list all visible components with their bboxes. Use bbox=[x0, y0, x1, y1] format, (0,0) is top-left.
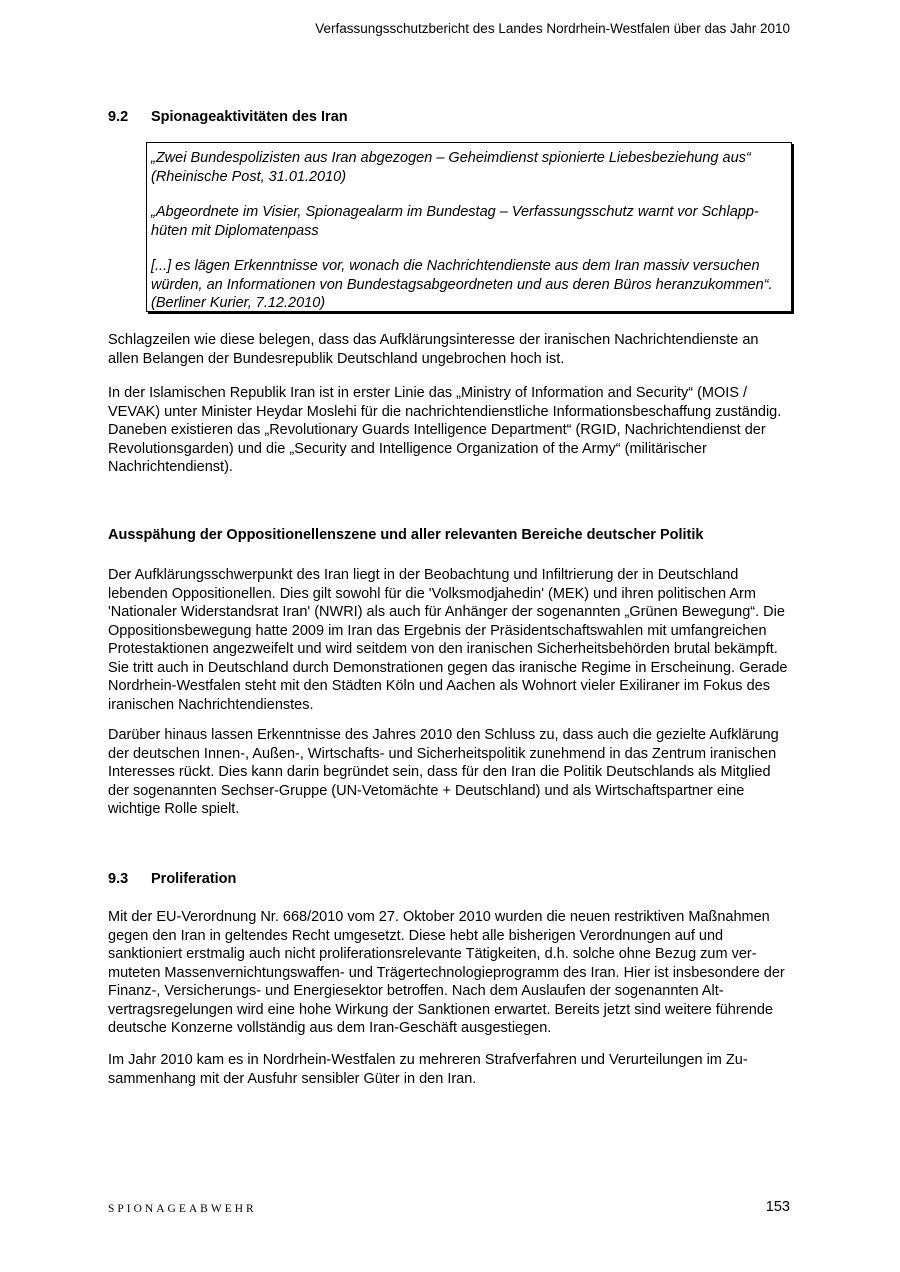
paragraph-criminal-proceedings: Im Jahr 2010 kam es in Nordrhein-Westfalen zu mehreren Strafverfahren und Verurteilungen im Zusammenhang mit der Ausfuhr sensibler Güter in den Iran. bbox=[108, 1052, 748, 1087]
section-title: Spionageaktivitäten des Iran bbox=[151, 109, 348, 125]
quote-2: „Abgeordnete im Visier, Spionagealarm im Bundestag – Verfassungsschutz warnt vor Schlapphüten mit Diplomatenpass bbox=[151, 204, 759, 239]
paragraph-politics: Darüber hinaus lassen Erkenntnisse des Jahres 2010 den Schluss zu, dass auch die gezielte Aufklärung der deutschen Innen-, Außen-, Wirtschafts- und Sicherheitspolitik zunehmend in das Zentrum iranischen Interesses rückt. Dies kann darin begründet sein, dass für den Iran die Politik Deutschlands als Mitglied der sogenannten Sechser-Gruppe (UN-Vetomächte + Deutschland) und als Wirtschaftspartner eine wichtige Rolle spielt. bbox=[108, 727, 779, 817]
section-number: 9.2 bbox=[108, 109, 129, 125]
section-heading-9-2 bbox=[108, 109, 348, 125]
section-title: Proliferation bbox=[151, 871, 237, 887]
paragraph-eu-regulation: Mit der EU-Verordnung Nr. 668/2010 vom 27. Oktober 2010 wurden die neuen restriktiven Maßnahmen gegen den Iran in geltendes Recht umgesetzt. Diese hebt alle bisherigen Verordnungen auf und sanktioniert erstmalig auch nicht proliferationsrelevante Tätigkeiten, d.h. solche ohne Bezug zum vermuteten Massenvernichtungswaffen- und Trägertechnologieprogramm des Iran. Hier ist insbesondere der Finanz-, Versicherungs- und Energiesektor betroffen. Nach dem Auslaufen der sogenannten Altvertragsregelungen wird eine hohe Wirkung der Sanktionen erwartet. Bereits jetzt sind weitere führende deutsche Konzerne vollständig aus dem Iran-Geschäft ausgestiegen. bbox=[108, 909, 785, 1036]
footer-section-label: SPIONAGEABWEHR bbox=[108, 1203, 257, 1215]
subsection-heading: Ausspähung der Oppositionellenszene und aller relevanten Bereiche deutscher Politik bbox=[108, 527, 704, 543]
page-number: 153 bbox=[765, 1199, 790, 1215]
quote-box bbox=[146, 142, 792, 312]
quote-3: [...] es lägen Erkenntnisse vor, wonach die Nachrichtendienste aus dem Iran massiv versuchen würden, an Informationen von Bundestagsabgeordneten und aus deren Büros heranzukommen“. (Berliner Kurier, 7.12.2010) bbox=[151, 258, 773, 311]
running-header: Verfassungsschutzbericht des Landes Nordrhein-Westfalen über das Jahr 2010 bbox=[315, 21, 790, 36]
paragraph-mois: In der Islamischen Republik Iran ist in erster Linie das „Ministry of Information and Security“ (MOIS / VEVAK) unter Minister Heydar Moslehi für die nachrichtendienstliche Informationsbeschaffung zuständig. Daneben existieren das „Revolutionary Guards Intelligence Department“ (RGID, Nachrichtendienst der Revolutionsgarden) und die „Security and Intelligence Organization of the Army“ (militärischer Nachrichtendienst). bbox=[108, 385, 782, 475]
section-number: 9.3 bbox=[108, 871, 129, 887]
paragraph-headlines: Schlagzeilen wie diese belegen, dass das Aufklärungsinteresse der iranischen Nachrichtendienste an allen Belangen der Bundesrepublik Deutschland ungebrochen hoch ist. bbox=[108, 332, 759, 367]
paragraph-opposition: Der Aufklärungsschwerpunkt des Iran liegt in der Beobachtung und Infiltrierung der in Deutschland lebenden Oppositionellen. Dies gilt sowohl für die 'Volksmodjahedin' (MEK) und ihren politischen Arm 'Nationaler Widerstandsrat Iran' (NWRI) als auch für Anhänger der sogenannten „Grünen Bewegung“. Die Oppositionsbewegung hatte 2009 im Iran das Ergebnis der Präsidentschaftswahlen mit umfangreichen Protestaktionen angezweifelt und wird seitdem von den iranischen Sicherheitsbehörden brutal bekämpft. Sie tritt auch in Deutschland durch Demonstrationen gegen das iranische Regime in Erscheinung. Gerade Nordrhein-Westfalen steht mit den Städten Köln und Aachen als Wohnort vieler Exiliraner im Fokus des iranischen Nachrichtendienstes. bbox=[108, 567, 788, 713]
section-heading-9-3 bbox=[108, 871, 236, 887]
quote-1: „Zwei Bundespolizisten aus Iran abgezogen – Geheimdienst spionierte Liebesbeziehung aus“ (Rheinische Post, 31.01.2010) bbox=[151, 150, 751, 185]
